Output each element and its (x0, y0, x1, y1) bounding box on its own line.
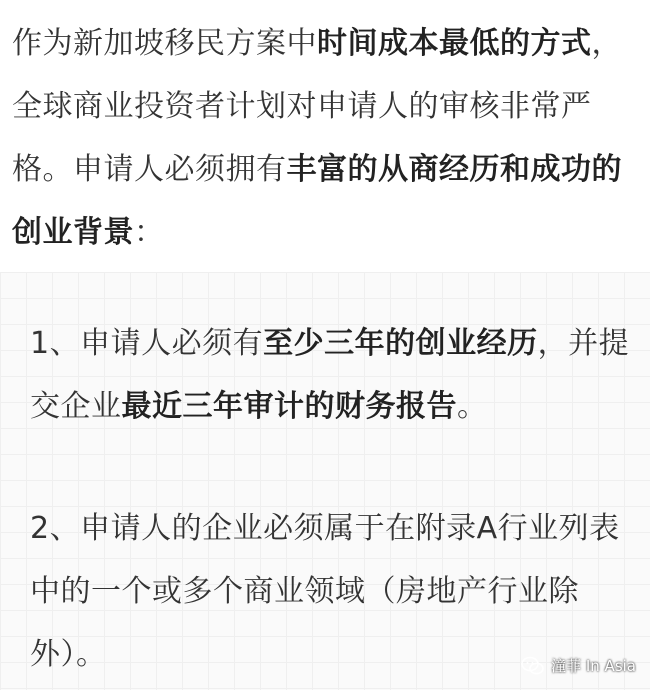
intro-text-3: ： (134, 215, 165, 250)
intro-text-2: ，全球商业投资者计划对申请人的审核非常严格。申请人必须拥有 (12, 26, 622, 187)
item1-text-3: 。 (457, 389, 488, 424)
watermark-text: 潼菲 In Asia (551, 657, 636, 675)
intro-paragraph (12, 12, 642, 264)
item1-text-2: ，并提交企业 (30, 326, 630, 424)
intro-text-1: 作为新加坡移民方案中 (12, 26, 317, 61)
item1-text-1: 1、申请人必须有 (30, 326, 264, 361)
intro-bold-2: 丰富的从商经历和成功的创业背景 (12, 152, 622, 250)
item1-bold-1: 至少三年的创业经历 (263, 326, 538, 361)
wechat-icon (521, 656, 545, 676)
intro-bold-1: 时间成本最低的方式 (317, 26, 592, 61)
watermark (521, 655, 636, 676)
item1-bold-2: 最近三年审计的财务报告 (121, 389, 457, 424)
requirement-item-1 (30, 312, 640, 438)
item2-text: 2、申请人的企业必须属于在附录A行业列表中的一个或多个商业领域（房地产行业除外）。 (30, 511, 620, 672)
requirements-box (0, 272, 650, 690)
